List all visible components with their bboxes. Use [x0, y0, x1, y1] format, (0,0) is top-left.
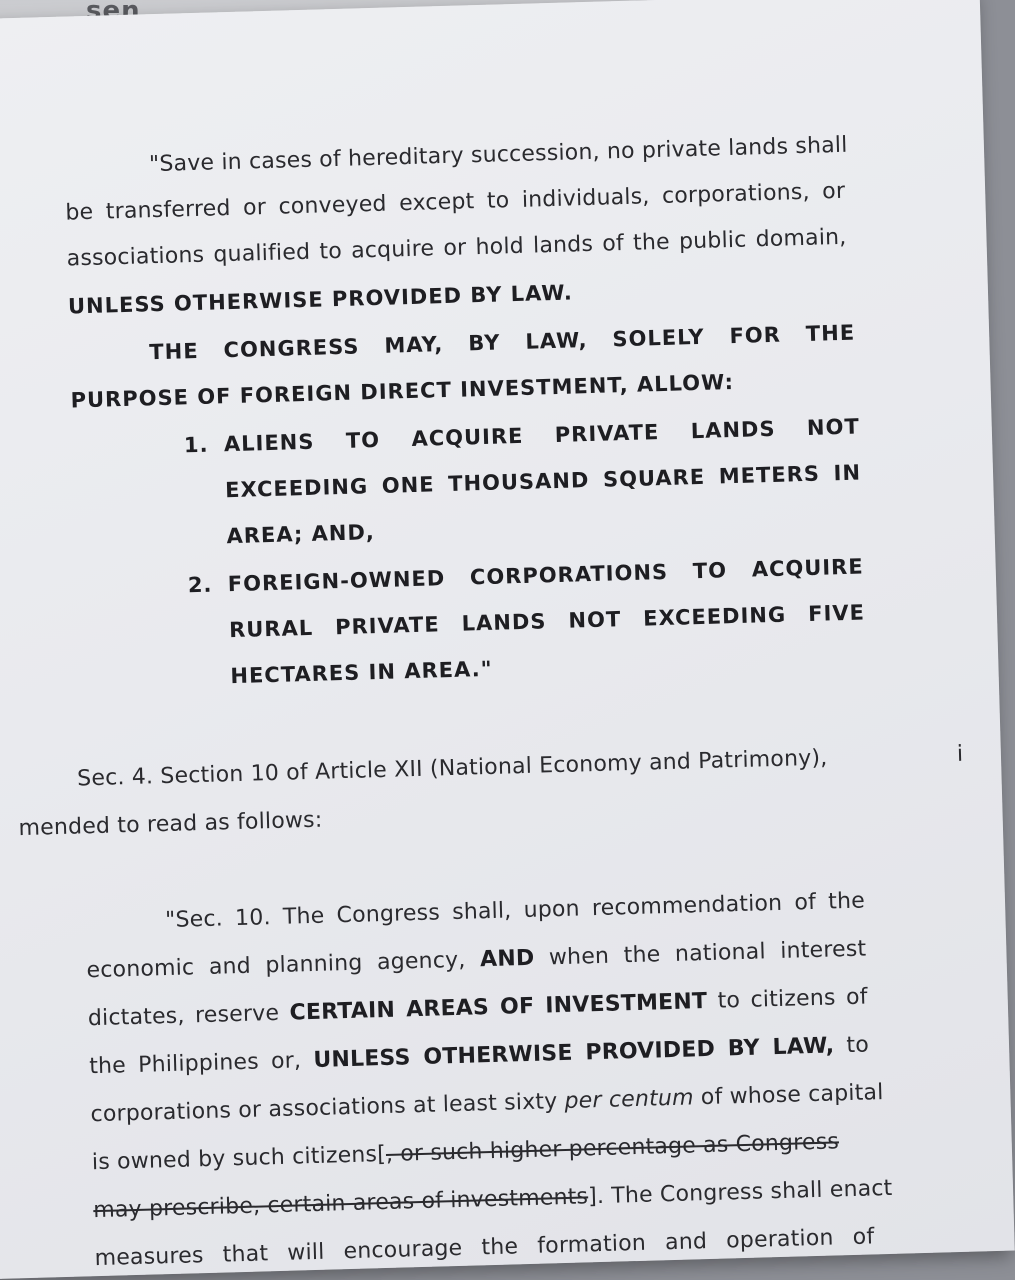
- sec10-line1: "Sec. 10. The Congress shall, upon recommendation of the: [164, 888, 866, 934]
- sec10-line4-c: to: [846, 1032, 870, 1059]
- item1-line3: AREA; AND,: [226, 520, 376, 549]
- sec10-line2-c: when the national interest: [548, 936, 867, 971]
- congress-line2: PURPOSE OF FOREIGN DIRECT INVESTMENT, ALLOW:: [70, 369, 735, 413]
- item1-number: 1.: [183, 432, 209, 458]
- sec10-line2: [86, 937, 866, 984]
- sec10-line3: [88, 984, 868, 1031]
- sec10-line5-b: per centum: [564, 1085, 695, 1114]
- sec10-line2-a: economic and planning agency,: [86, 947, 466, 984]
- sec10-line4-b: UNLESS OTHERWISE PROVIDED BY LAW,: [313, 1033, 835, 1073]
- sec10-line5-c: of whose capital: [700, 1080, 884, 1111]
- sec10-line5-a: corporations or associations at least sixty: [90, 1089, 558, 1128]
- quote1-line1: "Save in cases of hereditary succession, no private lands shall: [148, 132, 848, 178]
- sec10-line6-a: is owned by such citizens[: [91, 1141, 387, 1176]
- sec10-line6: [92, 1129, 840, 1175]
- sec10-line5: [90, 1080, 884, 1128]
- item1-line2: EXCEEDING ONE THOUSAND SQUARE METERS IN: [224, 460, 862, 503]
- sec10-line6-struck: , or such higher percentage as Congress: [385, 1129, 840, 1167]
- sec10-line3-a: dictates, reserve: [87, 1000, 280, 1032]
- sec10-line4-a: the Philippines or,: [88, 1048, 302, 1080]
- sec4-line2: mended to read as follows:: [18, 807, 323, 842]
- item1-line1: ALIENS TO ACQUIRE PRIVATE LANDS NOT: [223, 414, 861, 457]
- sec10-line7: [93, 1176, 893, 1223]
- sec4-line1-cut: i: [956, 741, 964, 767]
- item2-number: 2.: [187, 572, 213, 598]
- quote1-line2: be transferred or conveyed except to individuals, corporations, or: [65, 178, 846, 226]
- sec10-line3-b: CERTAIN AREAS OF INVESTMENT: [289, 988, 708, 1026]
- item2-line1: FOREIGN-OWNED CORPORATIONS TO ACQUIRE: [227, 554, 864, 597]
- sec10-line3-c: to citizens of: [717, 984, 869, 1014]
- sec10-line4: [89, 1032, 869, 1079]
- quote1-line3: associations qualified to acquire or hold lands of the public domain,: [66, 224, 847, 272]
- item2-line2: RURAL PRIVATE LANDS NOT EXCEEDING FIVE: [228, 600, 866, 643]
- sec10-line8: measures that will encourage the formation and operation of: [94, 1224, 875, 1272]
- item2-line3: HECTARES IN AREA.": [230, 656, 493, 689]
- sec10-line2-b: AND: [479, 945, 535, 973]
- sec4-line1: Sec. 4. Section 10 of Article XII (National Economy and Patrimony),: [76, 745, 828, 792]
- congress-line1: THE CONGRESS MAY, BY LAW, SOLELY FOR THE: [149, 320, 856, 365]
- quote1-line4: UNLESS OTHERWISE PROVIDED BY LAW.: [67, 280, 574, 319]
- sec10-line7-b: ]. The Congress shall enact: [587, 1175, 893, 1210]
- background-sheet-header: sen: [86, 0, 141, 26]
- sec10-line7-struck: may prescribe, certain areas of investments: [92, 1184, 589, 1224]
